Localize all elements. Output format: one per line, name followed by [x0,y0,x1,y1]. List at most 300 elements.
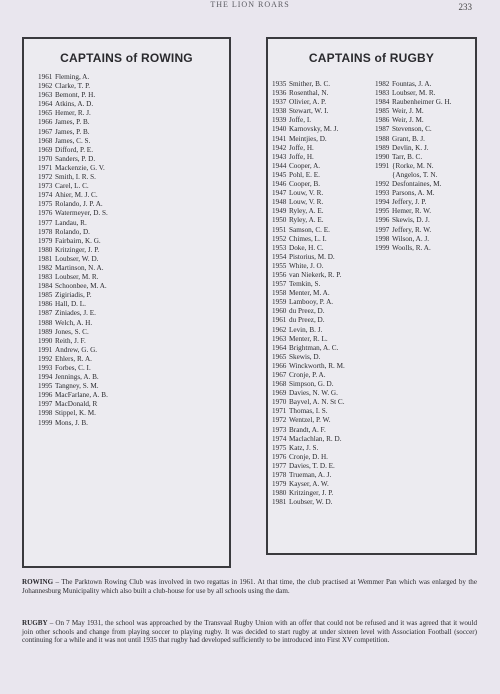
captain-year: 1991 [38,345,53,354]
captain-name: James, P. B. [55,127,90,136]
captain-entry [272,289,345,298]
captain-year: 1976 [38,209,53,218]
captain-year: 1966 [272,361,287,370]
rowing-captains-list [38,73,108,428]
captain-entry [38,182,108,191]
captain-year: 1995 [38,382,53,391]
captain-year: 1949 [272,207,287,216]
captain-year: 1971 [38,163,53,172]
captain-entry [375,107,451,116]
captain-entry [38,382,108,391]
captain-entry [272,135,345,144]
captain-name: Martinson, N. A. [55,263,104,272]
captain-entry [38,237,108,246]
captain-name: Louw, V. R. [289,189,324,198]
captain-name: Joffe, I. [289,116,312,125]
captain-year: 1998 [38,409,53,418]
captain-name: Cooper, A. [289,161,321,170]
captain-name: Parsons, A. M. [392,189,435,198]
captain-entry [38,100,108,109]
captain-entry [375,153,451,162]
captain-name: White, J. O. [289,261,324,270]
captain-year: 1972 [38,173,53,182]
captain-year: 1985 [375,107,390,116]
captain-name: Sanders, P. D. [55,154,96,163]
captain-name: Meintjies, D. [289,134,327,143]
captain-name: Reith, J. F. [55,336,86,345]
rugby-text: – On 7 May 1931, the school was approached by the Transvaal Rugby Union with an offer that could not be refused and it was agreed that it would join other schools and change from playing soccer to playing rugby. It was decided to start rugby at under sixteen level with Association Football (soccer) continuing for a while and it was not until 1935 that rugby had developed sufficiently to be introduced into First XV competition. [22,619,477,645]
captain-entry [375,125,451,134]
captain-entry [272,180,345,189]
captain-name: Maclachlan, R. D. [289,434,342,443]
captain-name: Watermeyer, D. S. [55,209,108,218]
captain-year: 1975 [38,200,53,209]
captain-name: van Niekerk, R. P. [289,270,342,279]
captain-year: 1952 [272,234,287,243]
captain-entry [38,309,108,318]
captain-name: Welch, A. H. [55,318,93,327]
captain-entry [272,198,345,207]
rugby-title: CAPTAINS of RUGBY [308,51,435,65]
captain-entry [38,255,108,264]
captain-entry [38,128,108,137]
captain-year: 1980 [272,489,287,498]
captain-name: James, P. B. [55,118,90,127]
captain-entry [375,98,451,107]
captain-entry [38,118,108,127]
captain-name: {Angelos, T. N. [392,170,438,179]
rowing-title: CAPTAINS of ROWING [60,51,193,65]
rowing-captains-box [22,37,231,568]
captain-year: 1999 [375,243,390,252]
captain-name: Wilson, A. J. [392,234,430,243]
captain-year: 1986 [38,300,53,309]
captain-name: Carel, L. C. [55,182,89,191]
captain-entry [38,264,108,273]
captain-entry [38,373,108,382]
captain-name: Kritzinger, J. P. [55,245,100,254]
captain-name: Brightman, A. C. [289,343,339,352]
captain-year: 1935 [272,80,287,88]
captain-name: Pistorius, M. D. [289,252,335,261]
captain-entry [375,189,451,198]
captain-year: 1984 [375,98,390,107]
captain-name: Menter, R. L. [289,334,328,343]
captain-entry [272,80,345,89]
captain-name: Levin, B. J. [289,325,323,334]
captain-year: 1994 [38,373,53,382]
rugby-lead: RUGBY [22,619,48,627]
captain-entry [272,389,345,398]
captain-name: Desfontaines, M. [392,180,442,189]
captain-entry [375,116,451,125]
captain-year: 1997 [375,225,390,234]
captain-year: 1994 [375,198,390,207]
captain-entry [38,273,108,282]
captain-entry [272,326,345,335]
rugby-captains-list-2 [375,80,451,253]
captain-year: 1979 [272,480,287,489]
captain-name: Schoonbee, M. A. [55,282,107,291]
captain-year: 1941 [272,134,287,143]
captain-entry [375,216,451,225]
captain-name: Jennings, A. B. [55,373,99,382]
captain-entry [38,200,108,209]
captain-entry [272,271,345,280]
captain-year: 1992 [375,180,390,189]
captain-year: 1948 [272,198,287,207]
captain-name: Rosenthal, N. [289,89,329,98]
captain-entry [38,282,108,291]
captain-year: 1990 [375,152,390,161]
captain-name: Cronje, D. H. [289,452,328,461]
captain-entry [375,80,451,89]
captain-year: 1961 [272,316,287,325]
captain-entry [38,300,108,309]
captain-name: Davies, N. W. G. [289,389,338,398]
captain-name: Hemer, R. J. [55,109,91,118]
captain-entry [272,262,345,271]
captain-year: 1982 [375,80,390,88]
captain-year: 1995 [375,207,390,216]
captain-entry [38,173,108,182]
captain-entry [272,398,345,407]
captain-entry [38,137,108,146]
captain-entry [272,235,345,244]
captain-name: Doke, H. C. [289,243,324,252]
captain-name: Thomas, I. S. [289,407,328,416]
captain-entry [38,155,108,164]
captain-name: James, C. S. [55,136,91,145]
captain-entry [272,435,345,444]
captain-year: 1978 [38,227,53,236]
captain-name: Hemer, R. W. [392,207,432,216]
captain-name: Samson, C. E. [289,225,330,234]
captain-entry [38,364,108,373]
captain-entry [272,107,345,116]
captain-entry [272,371,345,380]
captain-year: 1969 [272,389,287,398]
captain-year: 1999 [38,418,53,427]
captain-entry [272,253,345,262]
captain-year: 1940 [272,125,287,134]
captain-name: Brandt, A. F. [289,425,326,434]
captain-entry [272,116,345,125]
captain-name: Ryley, A. E. [289,216,324,225]
captain-entry [38,328,108,337]
captain-name: Tangney, S. M. [55,382,99,391]
captain-year: 1954 [272,252,287,261]
captain-year: 1982 [38,263,53,272]
captain-year: 1959 [272,298,287,307]
captain-entry [272,498,345,507]
captain-name: MacFarlane, A. B. [55,391,108,400]
captain-year: 1953 [272,243,287,252]
captain-year: 1974 [272,434,287,443]
captain-name: Karnovsky, M. J. [289,125,339,134]
captain-name: Menter, M. A. [289,289,330,298]
captain-entry [272,226,345,235]
captain-entry [272,416,345,425]
captain-entry [38,73,108,82]
captain-year: 1984 [38,282,53,291]
captain-name: Joffe, H. [289,143,314,152]
rugby-captains-list-1 [272,80,345,507]
captain-year: 1972 [272,416,287,425]
captain-entry [272,144,345,153]
rugby-captains-box [266,37,477,555]
captain-year: 1976 [272,452,287,461]
captain-year: 1989 [375,143,390,152]
captain-entry [272,344,345,353]
captain-name: Trueman, A. J. [289,471,332,480]
captain-name: Katz, J. S. [289,443,319,452]
captain-name: Kritzinger, J. P. [289,489,334,498]
captain-name: Winckworth, R. M. [289,361,345,370]
captain-entry [38,291,108,300]
captain-entry [38,91,108,100]
captain-name: Ehlers, R. A. [55,354,92,363]
captain-year: 1970 [272,398,287,407]
captain-name: Bayvel, A. N. St C. [289,398,345,407]
captain-entry [272,98,345,107]
captain-year: 1943 [272,152,287,161]
captain-entry [38,246,108,255]
captain-name: MacDonald, R [55,400,98,409]
running-head: THE LION ROARS [210,0,290,9]
captain-year: 1981 [38,254,53,263]
captain-entry [272,426,345,435]
captain-name: Atkins, A. D. [55,100,94,109]
captain-name: Simpson, G. D. [289,380,334,389]
captain-entry [38,355,108,364]
captain-name: Hall, D. L. [55,300,86,309]
captain-year: 1945 [272,170,287,179]
captain-name: Stevenson, C. [392,125,432,134]
captain-year: 1960 [272,307,287,316]
captain-name: Loubser, M. R. [55,273,99,282]
captain-entry [272,462,345,471]
captain-name: Weir, J. M. [392,107,424,116]
captain-name: {Rorke, M. N. [392,161,434,170]
captain-entry [375,180,451,189]
captain-year: 1993 [375,189,390,198]
captain-year: 1977 [38,218,53,227]
rowing-paragraph [22,578,477,595]
captain-entry [38,109,108,118]
captain-year: 1983 [38,273,53,282]
captain-name: Rolando, D. [55,227,90,236]
captain-name: Ziniades, J. E. [55,309,96,318]
captain-name: Fairbairn, K. G. [55,236,101,245]
captain-name: Skewis, D. [289,352,321,361]
captain-name: du Preez, D. [289,307,325,316]
captain-year: 1955 [272,261,287,270]
captain-name: Zigiriadis, P. [55,291,92,300]
captain-entry [272,453,345,462]
captain-name: Mons, J. B. [55,418,88,427]
captain-entry [272,316,345,325]
captain-year: 1939 [272,116,287,125]
captain-name: Skewis, D. J. [392,216,430,225]
captain-year: 1937 [272,98,287,107]
captain-year: 1973 [272,425,287,434]
captain-year: 1967 [38,127,53,136]
captain-entry [375,144,451,153]
captain-entry [38,219,108,228]
captain-entry [375,235,451,244]
captain-name: Fleming, A. [55,73,90,81]
captain-name: Tarr, B. C. [392,152,423,161]
captain-entry [38,164,108,173]
captain-name: Stippel, K. M. [55,409,96,418]
captain-year: 1957 [272,280,287,289]
captain-name: Kayser, A. W. [289,480,329,489]
captain-name: Olivier, A. P. [289,98,327,107]
captain-year: 1942 [272,143,287,152]
captain-entry [375,89,451,98]
captain-entry [272,489,345,498]
captain-name: Loubser, M. R. [392,89,436,98]
captain-entry [272,362,345,371]
captain-year: 1978 [272,471,287,480]
captain-entry [272,353,345,362]
captain-name: Fountas, J. A. [392,80,432,88]
captain-entry [272,335,345,344]
captain-name: Jeffery, J. P. [392,198,427,207]
captain-name: Smith, I. R. S. [55,173,96,182]
captain-entry [38,409,108,418]
captain-year: 1997 [38,400,53,409]
captain-year: 1968 [272,380,287,389]
captain-year: 1983 [375,89,390,98]
captain-entry [272,244,345,253]
captain-entry [38,191,108,200]
captain-year: 1956 [272,270,287,279]
captain-year: 1967 [272,371,287,379]
captain-name: Louw, V. R. [289,198,324,207]
captain-year: 1963 [38,91,53,100]
captain-entry [272,407,345,416]
captain-year: 1971 [272,407,287,416]
captain-name: Loubser, W. D. [289,498,333,507]
captain-name: Mackenzie, G. V. [55,163,105,172]
captain-year: 1973 [38,182,53,191]
captain-entry [38,209,108,218]
captain-entry [272,444,345,453]
captain-year: 1974 [38,191,53,200]
captain-year: 1968 [38,136,53,145]
captain-year: 1962 [272,325,287,334]
captain-name: Loubser, W. D. [55,254,99,263]
captain-entry [272,216,345,225]
captain-year: 1993 [38,364,53,372]
captain-name: Chimes, L. I. [289,234,327,243]
captain-year: 1988 [375,134,390,143]
captain-entry [375,171,451,180]
captain-entry [272,162,345,171]
captain-year: 1947 [272,189,287,198]
captain-entry [38,146,108,155]
captain-name: Joffe, H. [289,152,314,161]
captain-name: Wentzel, P. W. [289,416,331,425]
rugby-paragraph [22,619,477,645]
rowing-text: – The Parktown Rowing Club was involved in two regattas in 1961. At that time, the club practised at Wemmer Pan which was enlarged by the Johannesburg Municipality which also built a club-house for use by all schools using the dam. [22,578,477,595]
captain-name: Stewart, W. I. [289,107,329,116]
captain-year: 1936 [272,89,287,98]
captain-entry [38,346,108,355]
captain-year: 1966 [38,118,53,127]
captain-entry [272,125,345,134]
captain-name: Clarke, T. P. [55,82,91,91]
page-number: 233 [458,2,472,12]
captain-year: 1986 [375,116,390,125]
captain-name: Ahier, M. J. C. [55,191,98,200]
captain-entry [272,89,345,98]
captain-year: 1962 [38,82,53,91]
captain-entry [272,280,345,289]
captain-year: 1996 [38,391,53,400]
captain-name: Temkin, S. [289,280,321,289]
captain-year: 1963 [272,334,287,343]
captain-year: 1944 [272,161,287,170]
captain-entry [272,480,345,489]
captain-entry [375,162,451,171]
captain-name: Raubenheimer G. H. [392,98,452,107]
captain-entry [272,153,345,162]
captain-entry [38,391,108,400]
captain-entry [272,298,345,307]
captain-name: Rolando, J. P. A. [55,200,103,209]
captain-entry [375,226,451,235]
captain-year: 1987 [375,125,390,134]
captain-year: 1988 [38,318,53,327]
captain-year: 1961 [38,73,53,81]
captain-year: 1987 [38,309,53,318]
captain-entry [38,82,108,91]
captain-name: Bemont, P. H. [55,91,96,100]
captain-year: 1964 [272,343,287,352]
captain-name: Andrew, G. G. [55,345,98,354]
captain-year: 1991 [375,161,390,170]
captain-entry [38,419,108,428]
captain-name: Devlin, K. J. [392,143,429,152]
captain-year: 1938 [272,107,287,116]
captain-name: Forbes, C. I. [55,364,91,372]
captain-name: Weir, J. M. [392,116,424,125]
captain-year: 1951 [272,225,287,234]
captain-name: Cooper, B. [289,180,321,189]
captain-year: 1958 [272,289,287,298]
captain-entry [375,244,451,253]
captain-year: 1965 [38,109,53,118]
captain-name: Jeffery, R. W. [392,225,432,234]
captain-entry [272,380,345,389]
captain-entry [272,207,345,216]
captain-year: 1969 [38,145,53,154]
captain-name: Lambooy, P. A. [289,298,334,307]
captain-year: 1990 [38,336,53,345]
captain-entry [375,207,451,216]
captain-entry [272,171,345,180]
captain-name: du Preez, D. [289,316,325,325]
captain-entry [272,471,345,480]
captain-entry [38,319,108,328]
captain-year: 1979 [38,236,53,245]
captain-name: Smither, B. C. [289,80,331,88]
captain-year: 1980 [38,245,53,254]
captain-year: 1965 [272,352,287,361]
